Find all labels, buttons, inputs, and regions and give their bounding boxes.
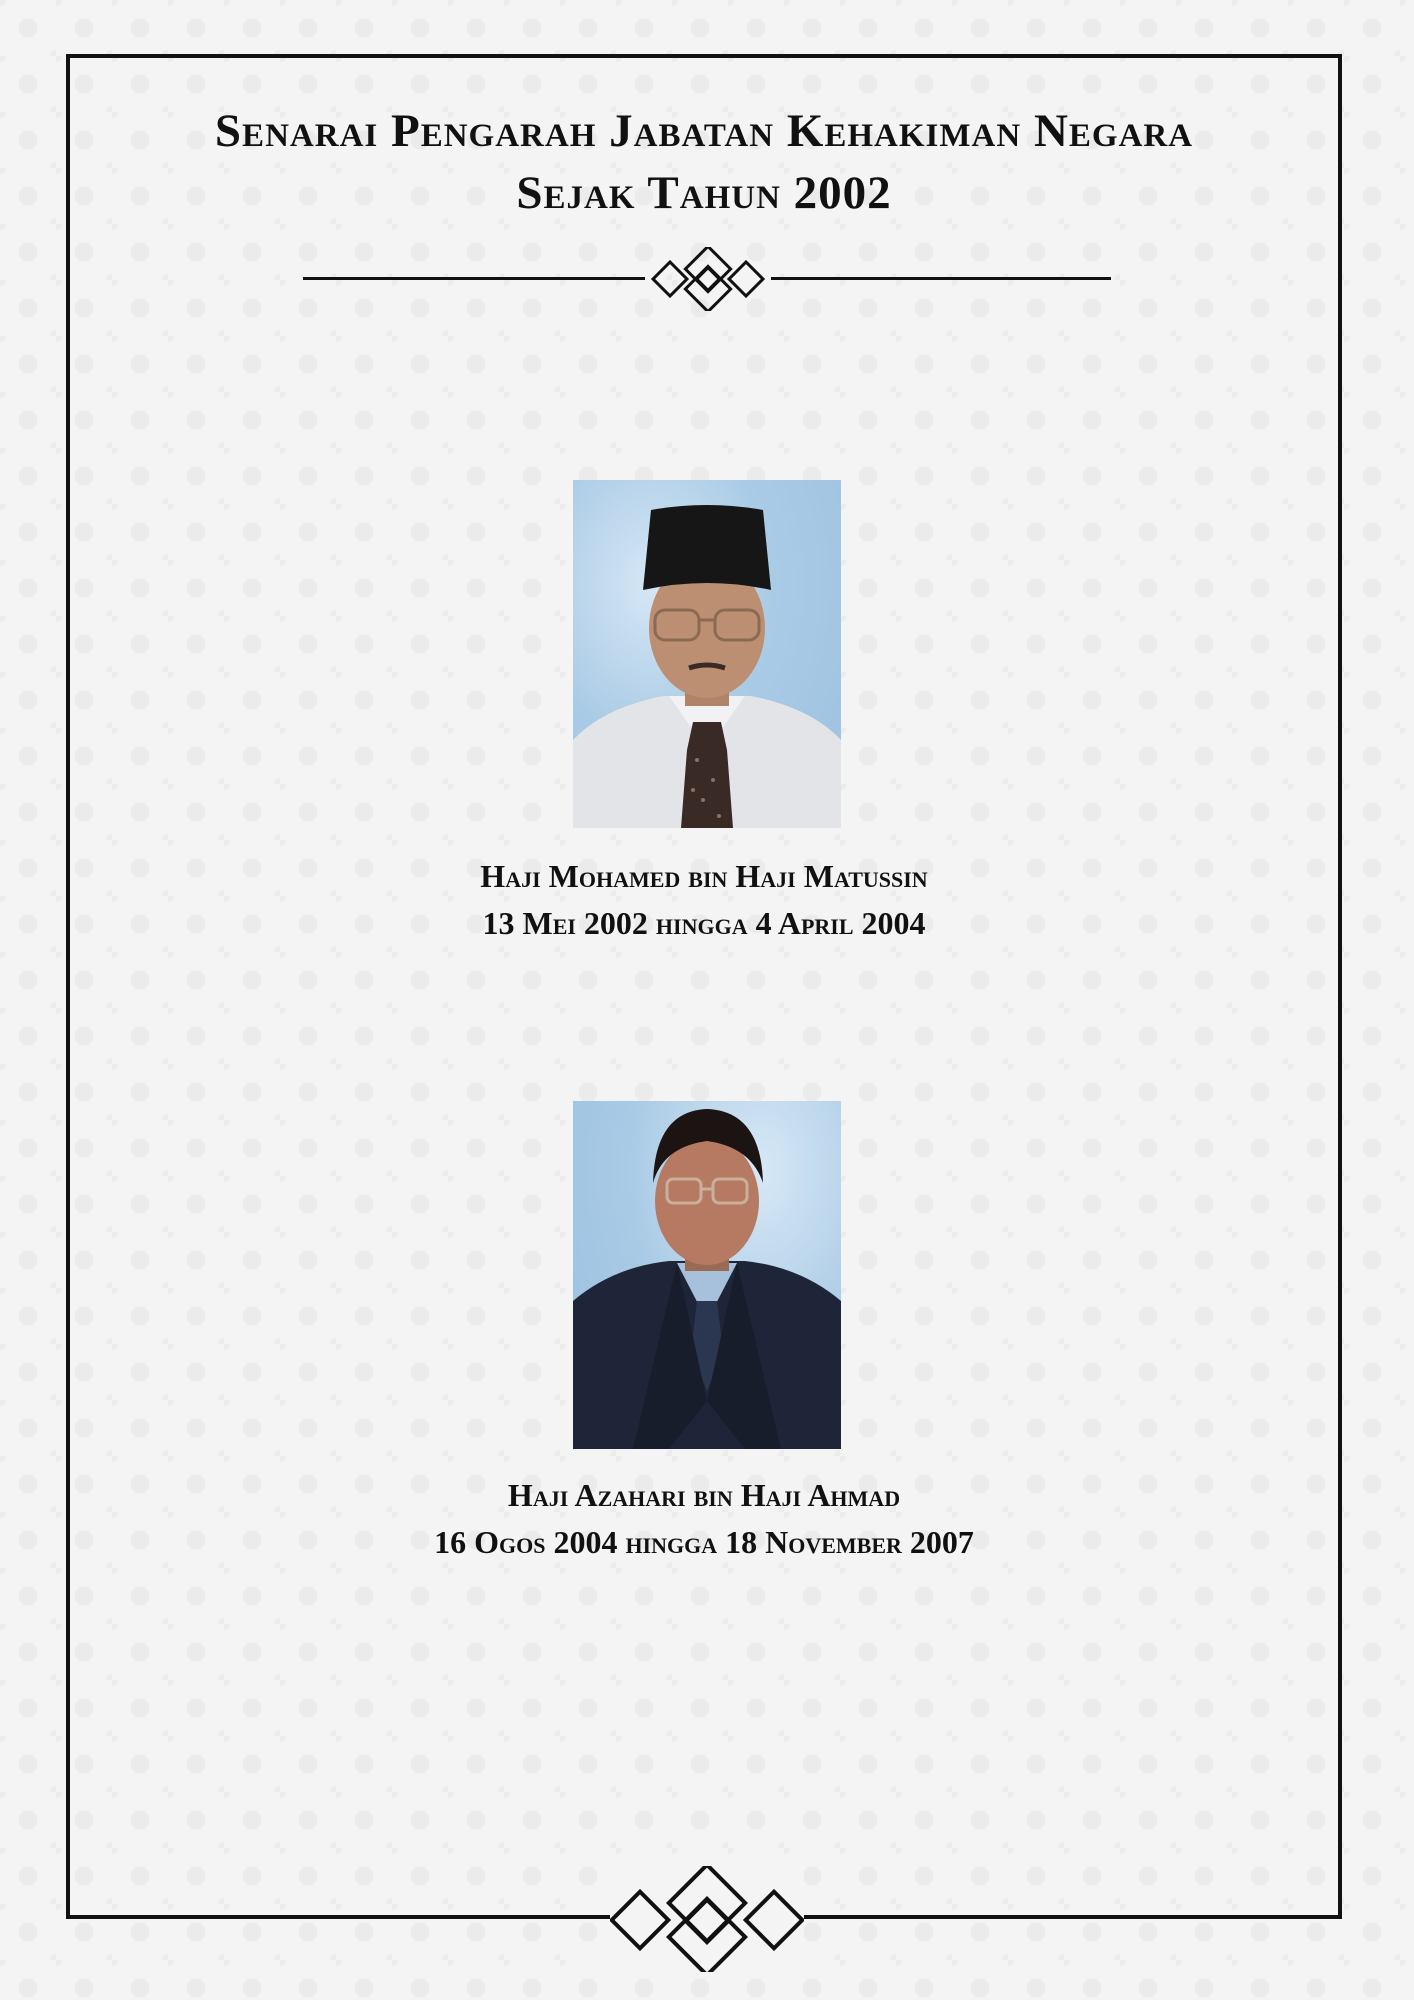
diamond-knot-ornament-icon [610,1866,804,1972]
director-portrait-2 [573,1101,841,1449]
director-1-name: Haji Mohamed bin Haji Matussin [480,858,928,894]
director-2-term: 16 Ogos 2004 hingga 18 November 2007 [434,1524,974,1560]
page-title-line-2: Sejak Tahun 2002 [516,167,892,219]
title-divider-right-line [771,277,1111,280]
director-2-name: Haji Azahari bin Haji Ahmad [507,1477,901,1513]
title-divider-left-line [303,277,645,280]
diamond-knot-ornament-icon [650,247,766,311]
director-1-term: 13 Mei 2002 hingga 4 April 2004 [482,905,926,941]
director-portrait-1 [573,480,841,828]
page-border-frame [66,54,1342,1919]
page-title-line-1: Senarai Pengarah Jabatan Kehakiman Negara [214,105,1194,157]
